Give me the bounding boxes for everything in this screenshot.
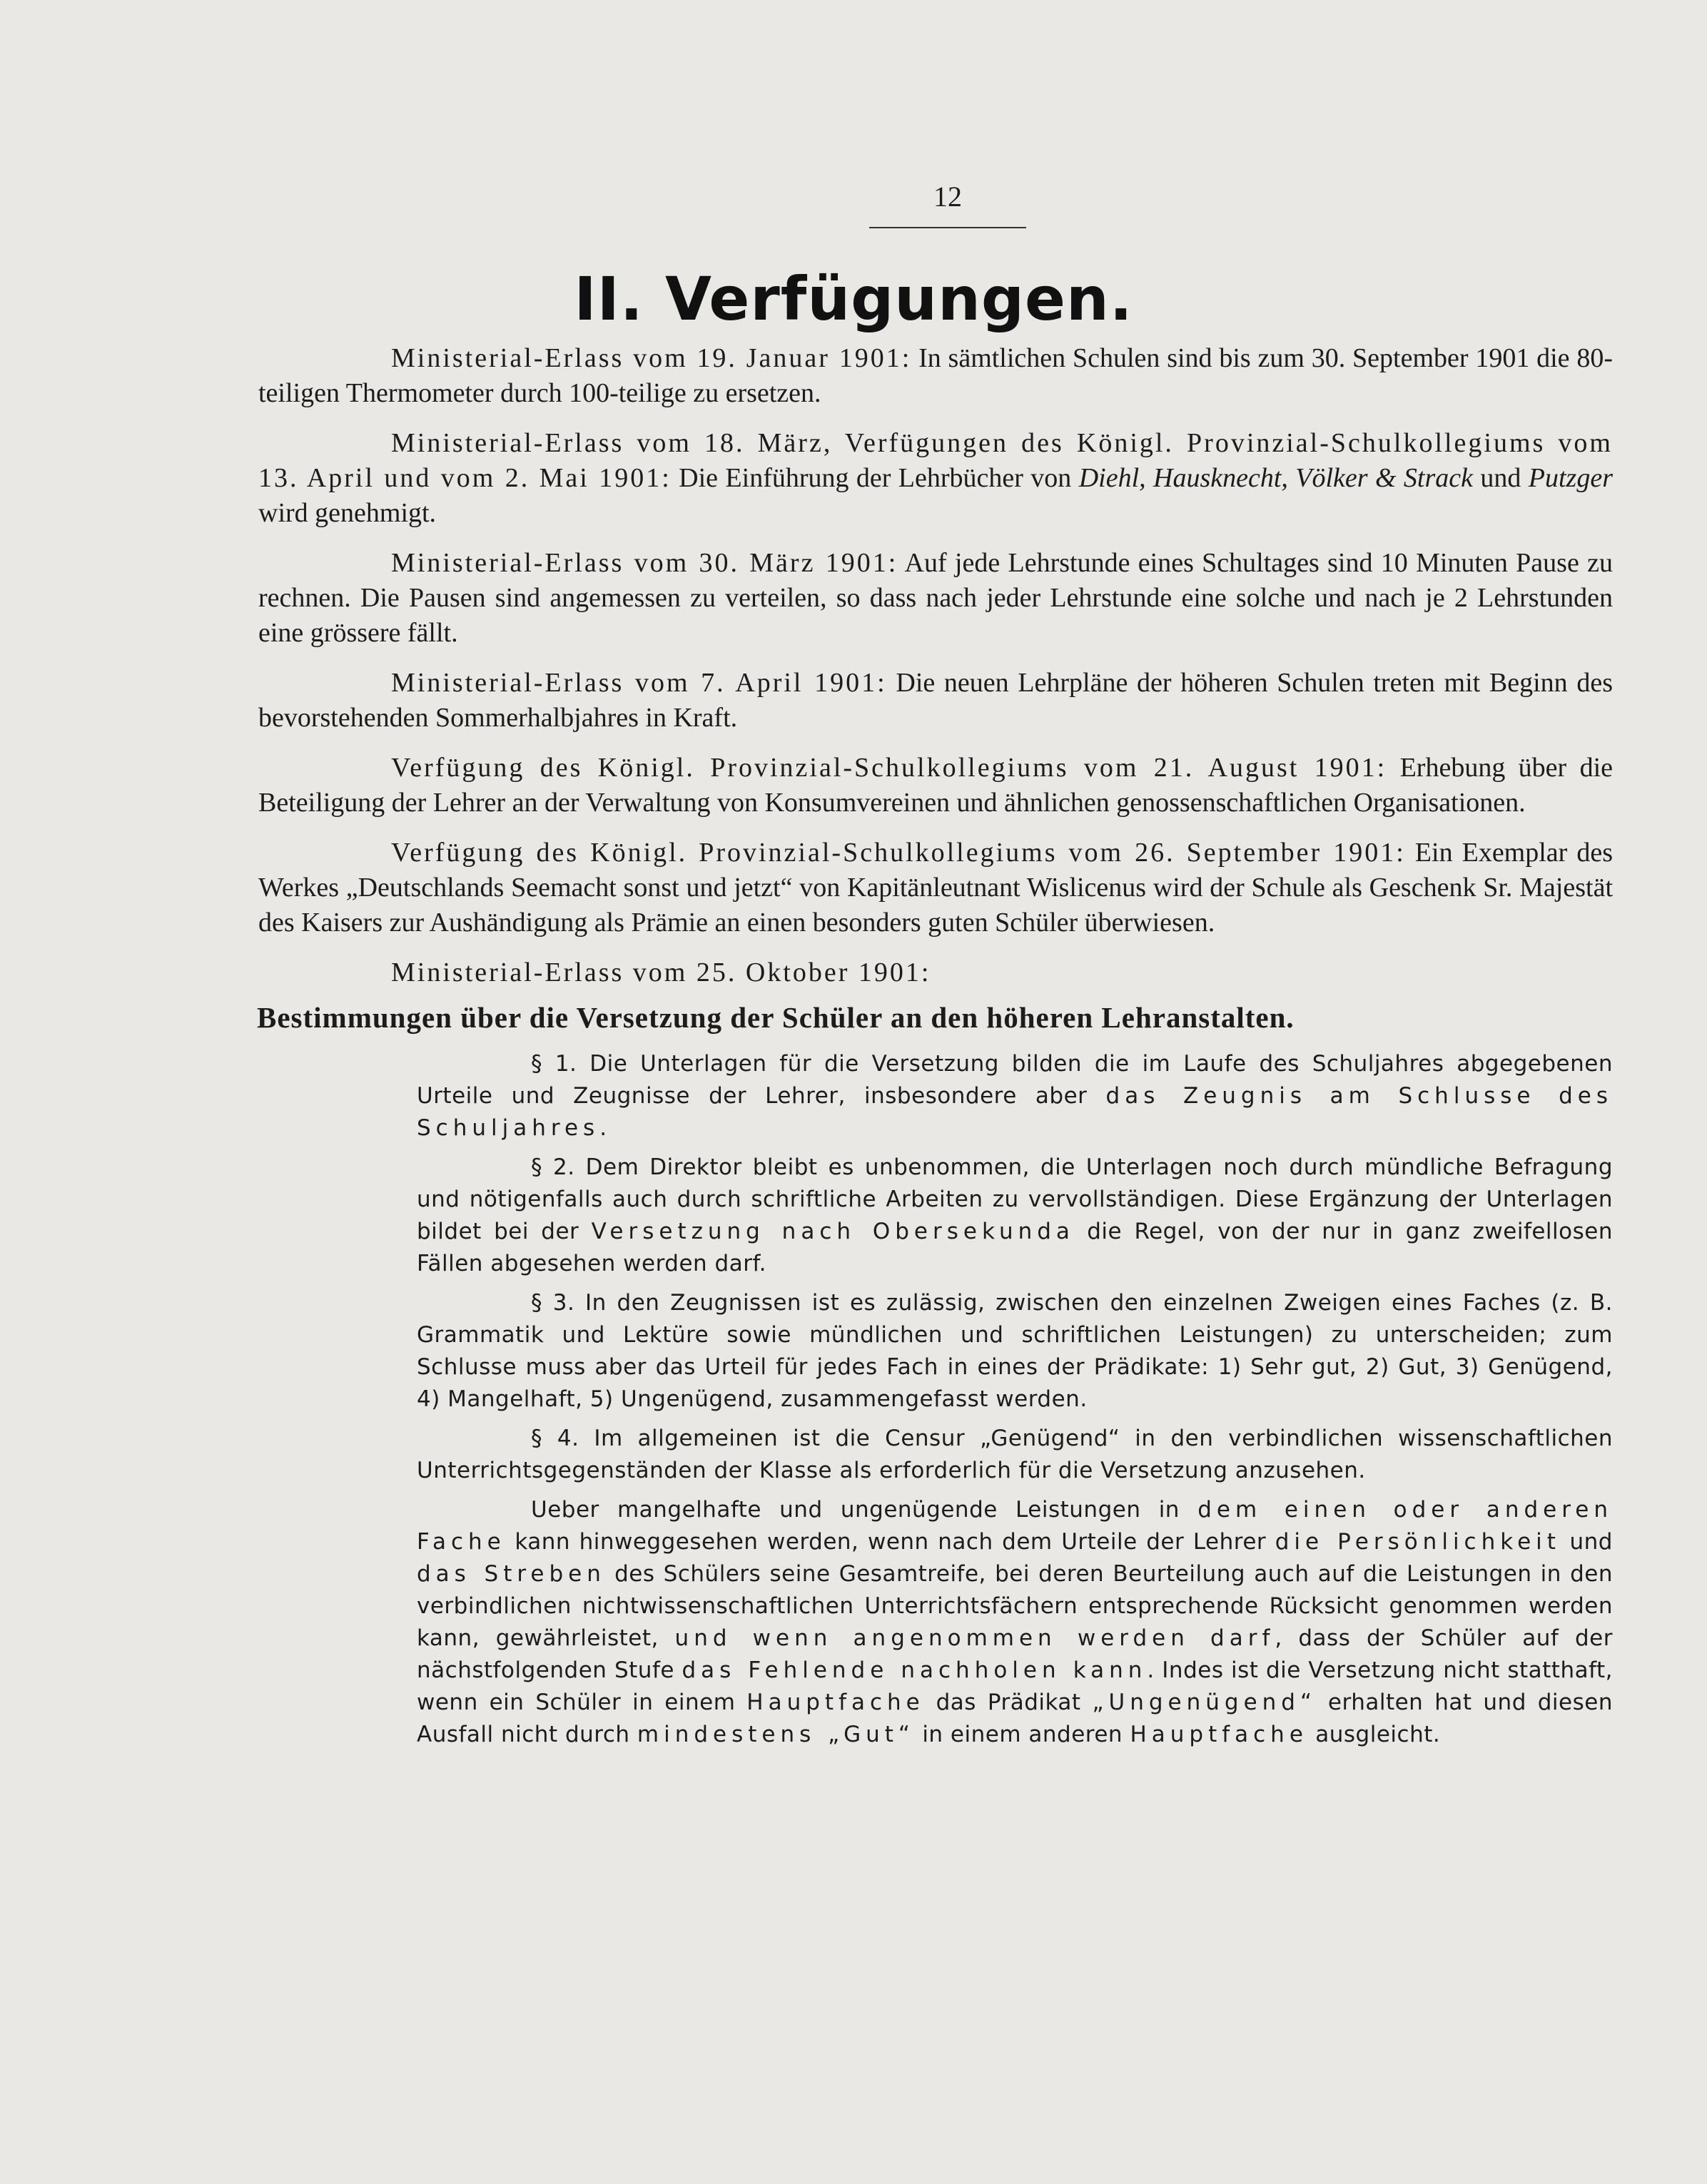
author-name: Putzger [1528, 463, 1613, 493]
spaced-emphasis: und wenn angenommen werden darf [674, 1625, 1275, 1651]
entry-text: Auf jede Lehrstunde eines Schultages sind 10 Minuten Pause zu rechnen. Die Pausen sind angemessen zu verteilen, so dass nach jeder Lehrstunde eine solche und nach je 2 Lehrstunden eine grössere fällt. [258, 548, 1613, 648]
entry-text: Ein Exemplar des Werkes „Deutschlands Seemacht sonst und jetzt“ von Kapitänleutnant Wislicenus wird der Schule als Geschenk Sr. Majestät des Kaisers zur Aushändigung als Prämie an einen besonders guten Schüler überwiesen. [258, 838, 1614, 938]
page-number-rule [869, 227, 1026, 228]
regulation-text: erhalten hat und diesen Ausfall nicht durch [417, 1690, 1613, 1747]
entry-text: und [1473, 463, 1529, 493]
entry-lead: Verfügung des Königl. Provinzial-Schulkollegiums vom 21. August 1901: [391, 753, 1387, 783]
entry-text: wird genehmigt. [258, 498, 437, 528]
entry-paragraph [258, 426, 1613, 531]
entry-lead: Verfügung des Königl. Provinzial-Schulkollegiums vom 26. September 1901: [391, 838, 1406, 868]
regulation-text: Ueber mangelhafte und ungenügende Leistungen in [531, 1497, 1198, 1523]
regulation-paragraph [417, 1152, 1613, 1280]
entry-text: Die Einführung der Lehrbücher von [671, 463, 1079, 493]
spaced-emphasis: Hauptfache [1130, 1722, 1308, 1747]
spaced-emphasis: dem einen oder anderen Fache [417, 1497, 1613, 1555]
entry-lead: Ministerial-Erlass vom 30. März 1901: [391, 548, 898, 578]
regulation-text: § 3. In den Zeugnissen ist es zulässig, zwischen den einzelnen Zweigen eines Faches (z. B. Grammatik und Lektüre sowie mündlichen und schriftlichen Leistungen) zu unterscheiden; zum Schlusse muss aber das Urteil für jedes Fach in eines der Prädikate: 1) Sehr gut, 2) Gut, 3) Genügend, 4) Mangelhaft, 5) Ungenügend, zusammengefasst werden. [417, 1290, 1613, 1412]
spaced-emphasis: mindestens „Gut“ [637, 1722, 915, 1747]
regulation-text: . Indes ist die Versetzung nicht statthaft, wenn ein Schüler in einem [417, 1657, 1613, 1715]
entry-lead: Ministerial-Erlass vom 25. Oktober 1901: [391, 958, 931, 987]
entry-text: In sämtlichen Schulen sind bis zum 30. September 1901 die 80-teiligen Thermometer durch 100-teilige zu ersetzen. [258, 343, 1614, 408]
page-number: 12 [933, 181, 962, 213]
entry-lead: Ministerial-Erlass vom 7. April 1901: [391, 668, 887, 698]
regulation-text: des Schülers seine Gesamtreife, bei deren Beurteilung auch auf die Leistungen in den verbindlichen nichtwissenschaftlichen Unterrichtsfächern entsprechende Rücksicht genommen werden kann, gewährleistet, [417, 1561, 1614, 1651]
regulation-text: die Regel, von der nur in ganz zweifellosen Fällen abgesehen werden darf. [417, 1219, 1613, 1276]
regulation-paragraph [417, 1423, 1613, 1487]
spaced-emphasis: „Ungenügend“ [1092, 1690, 1317, 1715]
entry-lead: Ministerial-Erlass vom 18. März, Verfügungen des Königl. Provinzial-Schulkollegiums vom 13. April und vom 2. Mai 1901: [258, 428, 1613, 493]
section-title: II. Verfügungen. [574, 264, 1133, 334]
regulation-text: das Prädikat [924, 1690, 1093, 1715]
regulation-text: § 1. Die Unterlagen für die Versetzung bilden die im Laufe des Schuljahres abgegebenen Urteile und Zeugnisse der Lehrer, insbesondere aber [417, 1051, 1613, 1109]
entry-paragraph [258, 341, 1613, 411]
regulation-body [417, 1048, 1613, 1751]
regulation-text: . [599, 1115, 607, 1141]
entry-lead: Ministerial-Erlass vom 19. Januar 1901: [391, 343, 912, 373]
spaced-emphasis: Hauptfache [746, 1690, 925, 1715]
author-names: Diehl, Hausknecht, Völker & Strack [1078, 463, 1473, 493]
spaced-emphasis: das Fehlende nachholen kann [682, 1657, 1148, 1683]
entry-paragraph [258, 955, 1613, 990]
regulation-paragraph [417, 1494, 1613, 1751]
spaced-emphasis: die Persönlichkeit [1275, 1529, 1561, 1555]
regulation-paragraph [417, 1048, 1613, 1144]
regulation-text: § 4. Im allgemeinen ist die Censur „Genügend“ in den verbindlichen wissenschaftlichen Unterrichtsgegenständen der Klasse als erforderlich für die Versetzung anzusehen. [417, 1426, 1613, 1483]
spaced-emphasis: das Zeugnis am Schlusse des Schuljahres [417, 1083, 1613, 1141]
spaced-emphasis: das Streben [417, 1561, 606, 1587]
entry-paragraph [258, 546, 1613, 651]
regulation-text: und [1560, 1529, 1613, 1555]
document-body [258, 341, 1613, 1758]
entry-paragraph [258, 751, 1613, 821]
regulation-text: kann hinweggesehen werden, wenn nach dem Urteile der Lehrer [505, 1529, 1275, 1555]
regulation-paragraph [417, 1287, 1613, 1416]
entry-paragraph [258, 835, 1613, 940]
entry-paragraph [258, 666, 1613, 736]
regulation-text: ausgleicht. [1307, 1722, 1441, 1747]
entry-text: Die neuen Lehrpläne der höheren Schulen treten mit Beginn des bevorstehenden Sommerhalbjahres in Kraft. [258, 668, 1613, 733]
regulation-text: § 2. Dem Direktor bleibt es unbenommen, die Unterlagen noch durch mündliche Befragung und nötigenfalls auch durch schriftliche Arbeiten zu vervollständigen. Diese Ergänzung der Unterlagen bildet bei der [417, 1154, 1613, 1244]
regulation-text: in einem anderen [914, 1722, 1130, 1747]
regulation-heading: Bestimmungen über die Versetzung der Schüler an den höheren Lehranstalten. [257, 1001, 1295, 1034]
entry-text: Erhebung über die Beteiligung der Lehrer an der Verwaltung von Konsumvereinen und ähnlichen genossenschaftlichen Organisationen. [258, 753, 1613, 818]
spaced-emphasis: Versetzung nach Obersekunda [591, 1219, 1075, 1244]
regulation-text: , dass der Schüler auf der nächstfolgenden Stufe [417, 1625, 1613, 1683]
